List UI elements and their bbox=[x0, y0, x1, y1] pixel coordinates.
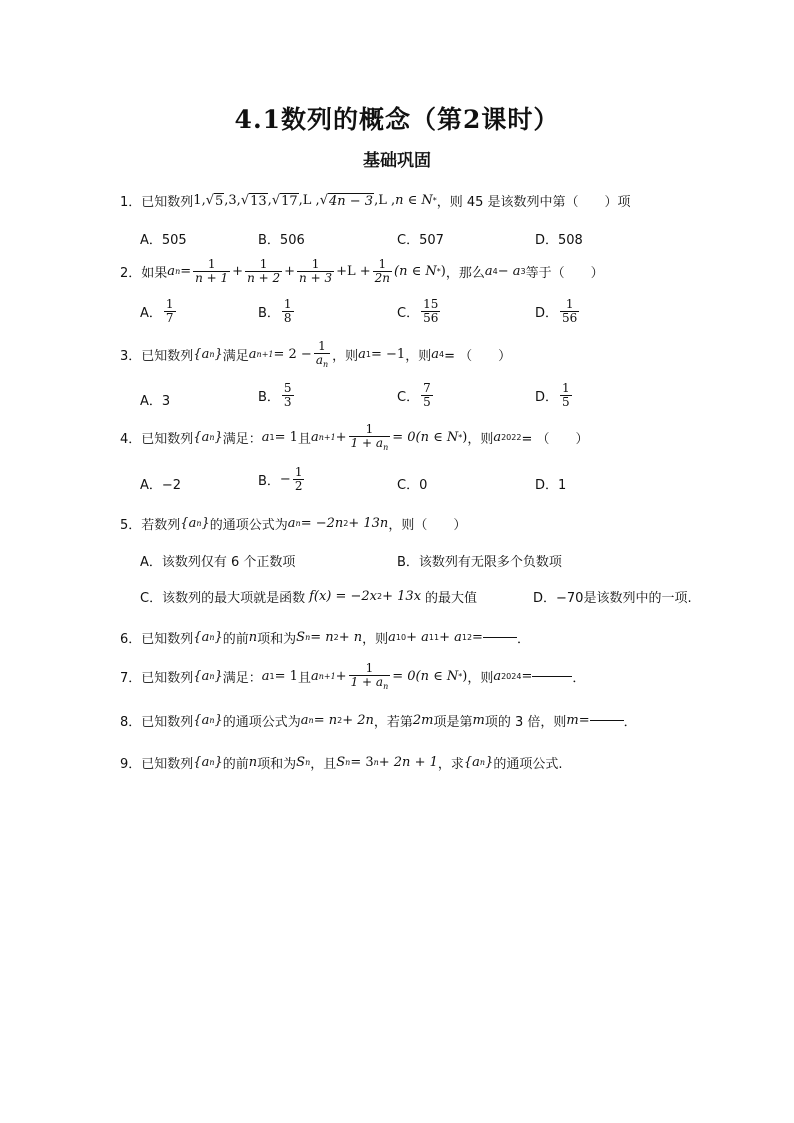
sequence-term: 1, bbox=[193, 193, 206, 208]
answer-blank[interactable] bbox=[532, 676, 572, 677]
option-c[interactable]: C．507 bbox=[397, 233, 444, 248]
question-5: 5． 若数列 {a n } 的通项公式为 a n = −2n 2 + 13n ，则（ ） bbox=[120, 516, 467, 533]
option-b[interactable]: B．506 bbox=[258, 233, 305, 248]
option-b[interactable]: B． − $\frac{1}{2}$ bbox=[258, 465, 303, 493]
question-text: 如果 bbox=[141, 265, 168, 281]
page-title: 4.1数列的概念（第2课时） bbox=[234, 105, 560, 134]
sqrt-5: √ 5 bbox=[205, 192, 224, 209]
option-b[interactable]: B．该数列有无限多个负数项 bbox=[397, 555, 562, 570]
question-number: 1． bbox=[120, 195, 142, 210]
question-text: ，则 45 是该数列中第（ ）项 bbox=[436, 195, 631, 210]
sequence-term: ,3, bbox=[224, 193, 241, 208]
option-a[interactable]: A．该数列仅有 6 个正数项 bbox=[140, 555, 296, 570]
sqrt-general-term: √ 4n − 3 bbox=[319, 192, 374, 209]
option-a[interactable]: A．505 bbox=[140, 233, 187, 248]
option-a[interactable]: A．−2 bbox=[140, 478, 182, 493]
option-a[interactable]: A． $\frac{1}{7}$ bbox=[140, 297, 174, 325]
separator: , bbox=[267, 193, 272, 208]
question-7: 7． 已知数列 {a n } 满足： a 1 = 1 且 a n+1 + $\frac{1}{1 + a_n}$ = 0(n ∈ N * ) ，则 a 2024 = ． bbox=[120, 661, 586, 691]
question-6: 6． 已知数列 {a n } 的前 n 项和为 S n = n 2 + n ，则 a 10 + a 11 + a 12 = ． bbox=[120, 630, 530, 647]
question-text: 已知数列 bbox=[141, 195, 194, 210]
question-3: 3． 已知数列 {a n } 满足 a n+1 = 2 − $\frac{1}{a_n}$ ，则 a 1 = −1 ，则 a 4 = （ ） bbox=[120, 339, 512, 369]
question-1: 1． 已知数列 1, √ 5 ,3, √ 13 , √ 17 ,L , √ 4n − 3 ,L , n ∈ N * ，则 45 是该数列中第（ ）项 bbox=[120, 192, 631, 210]
option-d[interactable]: D．−70是该数列中的一项. bbox=[533, 591, 692, 606]
option-d[interactable]: D． $\frac{1}{56}$ bbox=[535, 297, 578, 325]
option-c[interactable]: C． $\frac{15}{56}$ bbox=[397, 297, 439, 325]
sqrt-17: √ 17 bbox=[271, 192, 298, 209]
option-c[interactable]: C．0 bbox=[397, 478, 428, 493]
option-c[interactable]: C．该数列的最大项就是函数 f(x) = −2x 2 + 13x 的最大值 bbox=[140, 589, 478, 606]
separator: ,L , bbox=[374, 193, 396, 208]
option-b[interactable]: B． $\frac{1}{8}$ bbox=[258, 297, 292, 325]
sqrt-13: √ 13 bbox=[240, 192, 267, 209]
question-2: 2． 如果 a n = $\frac{1}{n + 1}$ + $\frac{1}{n + 2}$ + $\frac{1}{n + 3}$ +L + $\frac{1}{2n}$ (n ∈ N * ) ，那么 a 4 − a 3 等于（ ） bbox=[120, 257, 604, 285]
answer-blank[interactable] bbox=[483, 637, 517, 638]
fraction: $\frac{1}{n + 1}$ bbox=[195, 257, 229, 285]
section-subtitle: 基础巩固 bbox=[363, 151, 431, 171]
option-b[interactable]: B． $\frac{5}{3}$ bbox=[258, 381, 292, 409]
option-d[interactable]: D． $\frac{1}{5}$ bbox=[535, 381, 570, 409]
separator: ,L , bbox=[298, 193, 320, 208]
question-number: 2． bbox=[120, 265, 142, 281]
option-d[interactable]: D．1 bbox=[535, 478, 567, 493]
domain: n ∈ N bbox=[395, 193, 433, 208]
question-9: 9． 已知数列 {a n } 的前 n 项和为 S n ，且 S n = 3 n + 2n + 1 ，求 {a n } 的通项公式. bbox=[120, 755, 563, 772]
option-c[interactable]: C． $\frac{7}{5}$ bbox=[397, 381, 431, 409]
option-a[interactable]: A．3 bbox=[140, 394, 171, 409]
question-4: 4． 已知数列 {a n } 满足： a 1 = 1 且 a n+1 + $\frac{1}{1 + a_n}$ = 0(n ∈ N * ) ，则 a 2022 = （ ） bbox=[120, 422, 589, 452]
answer-blank[interactable] bbox=[590, 720, 624, 721]
fraction: $\frac{1}{n + 2}$ bbox=[247, 257, 281, 285]
fraction: $\frac{1}{2n}$ bbox=[374, 257, 391, 285]
question-8: 8． 已知数列 {a n } 的通项公式为 a n = n 2 + 2n ，若第 2m 项是第 m 项的 3 倍，则 m = ． bbox=[120, 713, 637, 730]
option-d[interactable]: D．508 bbox=[535, 233, 583, 248]
fraction: $\frac{1}{n + 3}$ bbox=[299, 257, 333, 285]
